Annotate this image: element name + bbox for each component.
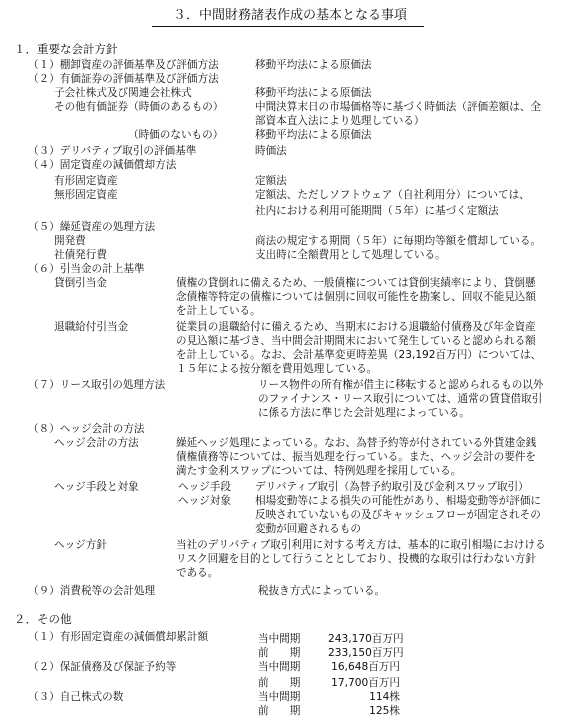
hedge-means-value: デリバティブ取引（為替予約取引及び金利スワップ取引） [255,481,529,493]
item-6-label: （６）引当金の計上基準 [28,263,145,275]
item-5-label: （５）繰延資産の処理方法 [28,221,156,233]
other-1-label: （１）有形固定資産の減価償却累計額 [28,631,209,643]
item-2-label: （２）有価証券の評価基準及び評価方法 [28,73,219,85]
item-5-sub-2-value: 支出時に全額費用として処理している。 [255,249,446,261]
other-1-period-current: 当中間期 [258,633,301,645]
item-8-sub-3-value-1: 当社のデリバティブ取引利用に対する考え方は、基本的に取引相場におけける [176,539,546,551]
item-4-sub-1-value: 定額法 [255,175,287,187]
item-8-sub-1-value-2: 債権債務等については、振当処理を行っている。また、ヘッジ会計の要件を [176,451,536,463]
item-9-value: 税抜き方式によっている。 [258,585,386,597]
item-5-sub-1: 開発費 [54,235,86,247]
item-6-sub-2-value-2: の見込額に基づき、当中間会計期間末において発生していると認められる額 [176,335,536,347]
item-7-label: （７）リース取引の処理方法 [28,379,166,391]
item-6-sub-1: 貸倒引当金 [54,277,107,289]
item-6-sub-1-value-1: 債権の貸倒れに備えるため、一般債権については貸倒実績率により、貸倒懸 [176,277,536,289]
other-3-value-current: 114株 [369,691,400,703]
title-underline [152,26,424,27]
hedge-target-value-2: 反映されていないもの及びキャッシュフローが固定されその [255,509,541,521]
item-8-sub-2: ヘッジ手段と対象 [54,481,139,493]
item-1-value: 移動平均法による原価法 [255,59,372,71]
item-4-label: （４）固定資産の減価償却方法 [28,159,177,171]
item-6-sub-2-value-1: 従業員の退職給付に備えるため、当期末における退職給付債務及び年金資産 [176,321,536,333]
item-6-sub-2-value-4: １５年による按分額を費用処理している。 [176,363,378,375]
item-8-sub-1-value-1: 繰延ヘッジ処理によっている。なお、為替予約等が付されている外貨建金銭 [176,437,537,449]
other-2-period-current: 当中間期 [258,661,301,673]
other-1-value-current: 243,170百万円 [328,633,404,645]
item-6-sub-1-value-2: 念債権等特定の債権については個別に回収可能性を勘案し、回収不能見込額 [176,291,536,303]
other-2-value-current: 16,648百万円 [331,661,400,673]
other-2-value-prior: 17,700百万円 [331,677,400,689]
item-4-sub-1: 有形固定資産 [54,175,118,187]
item-8-sub-1-value-3: 満たす金利スワップについては、特例処理を採用している。 [176,465,462,477]
item-3-value: 時価法 [255,145,287,157]
item-2-sub-2: その他有価証券（時価のあるもの） [54,101,224,113]
item-1-label: （１）棚卸資産の評価基準及び評価方法 [28,59,219,71]
section-2-heading: ２．その他 [14,612,72,626]
item-4-sub-2-value-1: 定額法、ただしソフトウェア（自社利用分）については、 [255,189,530,201]
hedge-target-label: ヘッジ対象 [178,495,231,507]
item-4-sub-2-value-2: 社内における利用可能期間（５年）に基づく定額法 [255,205,499,217]
item-7-value-3: に係る方法に準じた会計処理によっている。 [258,407,470,419]
other-1-value-prior: 233,150百万円 [328,647,404,659]
item-5-sub-1-value: 商法の規定する期間（５年）に毎期均等額を償却している。 [255,235,542,247]
hedge-target-value-3: 変動が回避されるもの [255,523,361,535]
item-2-sub-3: （時価のないもの） [128,129,224,141]
item-8-label: （８）ヘッジ会計の方法 [28,423,145,435]
item-8-sub-3-value-2: リスク回避を目的として行うこととしており、投機的な取引は行わない方針 [176,553,536,565]
other-2-label: （２）保証債務及び保証予約等 [28,661,177,673]
item-2-sub-3-value: 移動平均法による原価法 [255,129,372,141]
item-7-value-1: リース物件の所有権が借主に移転すると認められるもの以外 [258,379,544,391]
item-3-label: （３）デリバティブ取引の評価基準 [28,145,197,157]
item-2-sub-2-value-1: 中間決算末日の市場価格等に基づく時価法（評価差額は、全 [255,101,542,113]
item-7-value-2: のファイナンス・リース取引については、通常の賃貸借取引 [258,393,543,405]
other-3-value-prior: 125株 [369,705,400,717]
page-title: ３．中間財務諸表作成の基本となる事項 [172,8,407,23]
item-6-sub-2-value-3: を計上している。なお、会計基準変更時差異（23,192百万円）については、 [176,349,542,361]
item-8-sub-3: ヘッジ方針 [54,539,107,551]
item-6-sub-1-value-3: を計上している。 [176,305,261,317]
item-2-sub-1-value: 移動平均法による原価法 [255,87,372,99]
other-3-period-prior: 前 期 [258,705,301,717]
section-1-heading: １．重要な会計方針 [14,42,118,56]
item-8-sub-1: ヘッジ会計の方法 [54,437,139,449]
item-2-sub-2-value-2: 部資本直入法により処理している） [255,115,425,127]
item-4-sub-2: 無形固定資産 [54,189,118,201]
item-2-sub-1: 子会社株式及び関連会社株式 [54,87,192,99]
hedge-means-label: ヘッジ手段 [178,481,231,493]
hedge-target-value-1: 相場変動等による損失の可能性があり、相場変動等が評価に [255,495,542,507]
other-1-period-prior: 前 期 [258,647,301,659]
item-9-label: （９）消費税等の会計処理 [28,585,156,597]
item-5-sub-2: 社債発行費 [54,249,107,261]
item-8-sub-3-value-3: である。 [176,567,219,579]
other-3-label: （３）自己株式の数 [28,691,124,703]
other-3-period-current: 当中間期 [258,691,301,703]
item-6-sub-2: 退職給付引当金 [54,321,129,333]
other-2-period-prior: 前 期 [258,677,301,689]
